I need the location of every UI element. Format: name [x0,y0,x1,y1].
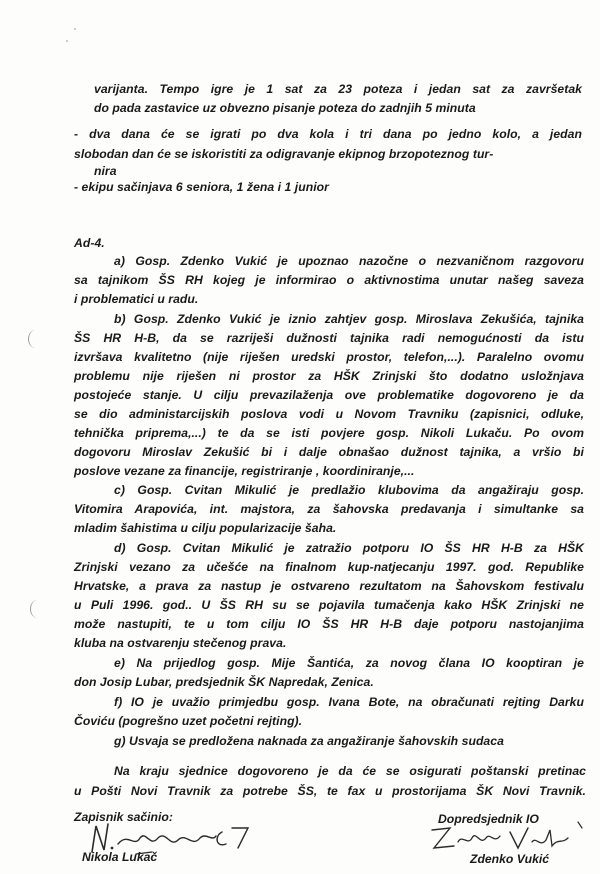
body-line: sa tajnikom ŠS RH kojeg je informirao o aktivnostima unutar našeg saveza [74,273,584,287]
body-line: d) Gosp. Cvitan Mikulić je zatražio potporu IO ŠS HR H-B za HŠK [114,541,584,555]
scan-speck [74,28,76,30]
body-line: Zrinjski vezano za učešće na finalnom kup-natjecanju 1997. god. Republike [74,560,584,574]
body-line: do pada zastavice uz obvezno pisanje poteza do zadnjih 5 minuta [94,101,476,115]
punch-hole-mark [30,600,45,618]
body-line: slobodan dan će se iskoristiti za odigravanje ekipnog brzopoteznog tur- [74,147,494,161]
scan-speck [66,40,68,42]
signature-right-handwritten [428,820,588,856]
body-line: Vitomira Arapovića, int. majstora, za šahovska predavanja i simultanke sa [74,502,584,516]
body-line: g) Usvaja se predložena naknada za angažiranje šahovskih sudaca [114,734,504,748]
punch-hole-mark [28,330,43,348]
body-line: - ekipu sačinjava 6 seniora, 1 žena i 1 junior [74,180,329,194]
body-line: ŠS HR H-B, da se razriješi dužnosti tajnika radi nemogućnosti da istu [74,331,584,345]
body-line: Čoviću (pogrešno uzet početni rejting). [74,714,303,728]
body-line: tehnička priprema,...) te da se isti povjere gosp. Nikoli Lukaču. Po ovom [74,426,584,440]
body-line: mladim šahistima u cilju popularizacije šaha. [74,521,337,535]
body-line: nira [94,164,117,178]
body-line: može nastupiti, te u tom cilju IO ŠS HR H-B daje potporu nastojanjima [74,617,584,631]
body-line: a) Gosp. Zdenko Vukić je upoznao nazočne o nezvaničnom razgovoru [114,254,584,268]
body-line: u Pošti Novi Travnik za potrebe ŠS, te fax u prostorijama ŠK Novi Travnik. [74,784,586,798]
body-line: b) Gosp. Zdenko Vukić je iznio zahtjev gosp. Miroslava Zekušića, tajnika [114,312,584,326]
body-line: varijanta. Tempo igre je 1 sat za 23 poteza i jedan sat za završetak [94,82,582,96]
body-line: kluba na ostvarenju stečenog prava. [74,636,287,650]
body-line: e) Na prijedlog gosp. Mije Šantića, za novog člana IO kooptiran je [114,656,584,670]
signature-left-name: Nikola Lukač [82,850,158,864]
signature-right-title: Dopredsjednik IO [438,812,539,826]
signature-left-title: Zapisnik sačinio: [74,810,173,824]
body-line: Hrvatske, a prava za nastup je ostvareno rezultatom na Šahovskom festivalu [74,579,584,593]
signature-right-name: Zdenko Vukić [470,852,550,866]
body-line: izvršava kvalitetno (nije riješen uredski prostor, telefon,...). Paralelno ovomu [74,350,584,364]
body-line: problemu nije riješen ni prostor za HŠK Zrinjski što dodatno usložnjava [74,369,584,383]
section-heading: Ad-4. [74,236,105,250]
body-line: dogovoru Miroslav Zekušić bi i dalje obnašao dužnost tajnika, a vršio bi [74,445,584,459]
body-line: poslove vezane za financije, registriranje , koordiniranje,... [74,464,415,478]
body-line: don Josip Lubar, predsjednik ŠK Napredak, Zenica. [74,675,374,689]
body-line: - dva dana će se igrati po dva kola i tri dana po jedno kolo, a jedan [74,127,582,141]
body-line: postojeće stanje. U cilju prevazilaženja ove problematike dogovoreno je da [74,388,584,402]
body-line: f) IO je uvažio primjedbu gosp. Ivana Bote, na obračunati rejting Darku [114,695,584,709]
body-line: Na kraju sjednice dogovoreno je da će se osigurati poštanski pretinac [114,764,586,778]
body-line: u Puli 1996. god.. U ŠS RH su se pojavila tumačenja kako HŠK Zrinjski ne [74,598,584,612]
body-line: c) Gosp. Cvitan Mikulić je predlažio klubovima da angažiraju gosp. [114,483,584,497]
body-line: i problematici u radu. [74,292,199,306]
body-line: se dio administarcijskih poslova vodi u Novom Travniku (zapisnici, odluke, [74,407,584,421]
